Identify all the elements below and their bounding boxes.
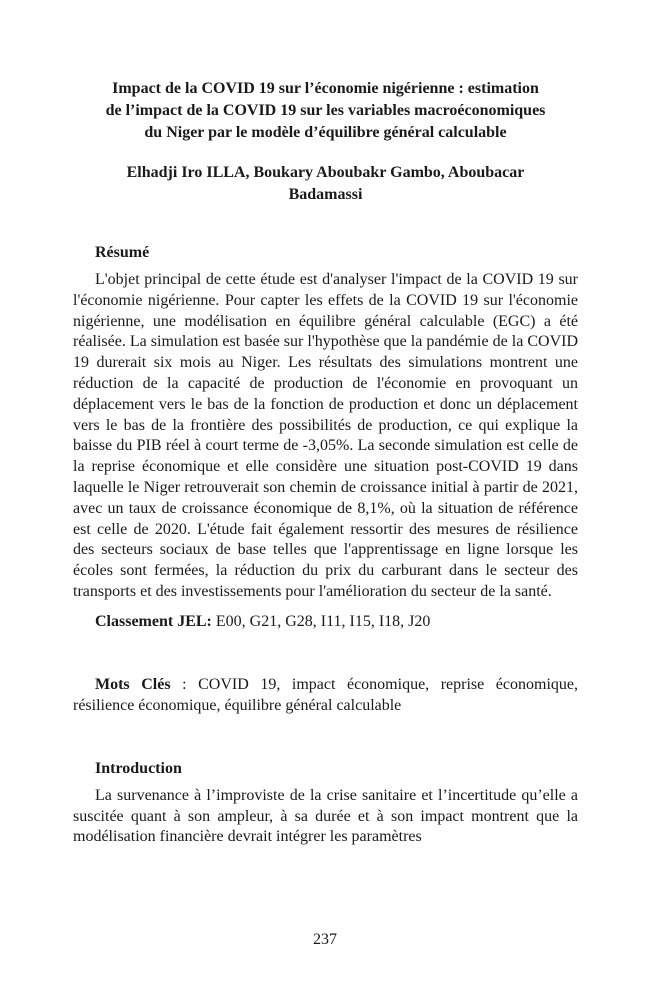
jel-classification — [73, 611, 578, 632]
paper-page — [73, 78, 578, 848]
keywords-text: : COVID 19, impact économique, reprise économique, résilience économique, équilibre général calculable — [73, 675, 578, 714]
authors-line-1: Elhadji Iro ILLA, Boukary Aboubakr Gambo, Aboubacar — [126, 164, 525, 181]
authors — [73, 162, 578, 206]
title-line-3: du Niger par le modèle d’équilibre général calculable — [144, 124, 507, 141]
jel-codes: E00, G21, G28, I11, I15, I18, J20 — [211, 612, 431, 630]
paper-title — [73, 78, 578, 144]
title-line-2: de l’impact de la COVID 19 sur les variables macroéconomiques — [105, 102, 546, 119]
jel-label: Classement JEL: — [95, 612, 212, 630]
introduction-heading: Introduction — [95, 759, 182, 777]
abstract-heading: Résumé — [95, 244, 150, 261]
keywords-label: Mots Clés — [95, 675, 171, 693]
title-line-1: Impact de la COVID 19 sur l’économie nigérienne : estimation — [112, 80, 539, 97]
authors-line-2: Badamassi — [288, 186, 363, 203]
page-number: 237 — [313, 931, 337, 948]
abstract-text: L'objet principal de cette étude est d'analyser l'impact de la COVID 19 sur l'économie nigérienne. Pour capter les effets de la COVID 19 sur l'économie nigérienne, une modélisation en équilibre général calculable (EGC) a été réalisée. La simulation est basée sur l'hypothèse que la pandémie de la COVID 19 durerait six mois au Niger. Les résultats des simulations montrent une réduction de la capacité de production de l'économie en provoquant un déplacement vers le bas de la fonction de production et donc un déplacement vers le bas de la frontière des possibilités de production, ce qui explique la baisse du PIB réel à court terme de -3,05%. La seconde simulation est celle de la reprise économique et elle considère une situation post-COVID 19 dans laquelle le Niger retrouverait son chemin de croissance initial à partir de 2021, avec un taux de croissance économique de 8,1%, où la situation de référence est celle de 2020. L'étude fait également ressortir des mesures de résilience des secteurs sociaux de base telles que l'apprentissage en ligne lorsque les écoles sont fermées, la réduction du prix du carburant dans le secteur des transports et des investissements pour l'amélioration du secteur de la santé. — [73, 271, 578, 600]
introduction-text: La survenance à l’improviste de la crise sanitaire et l’incertitude qu’elle a suscitée quant à son ampleur, à sa durée et à son impact montrent que la modélisation financière devrait intégrer les paramètres — [73, 786, 578, 846]
keywords — [73, 674, 578, 716]
